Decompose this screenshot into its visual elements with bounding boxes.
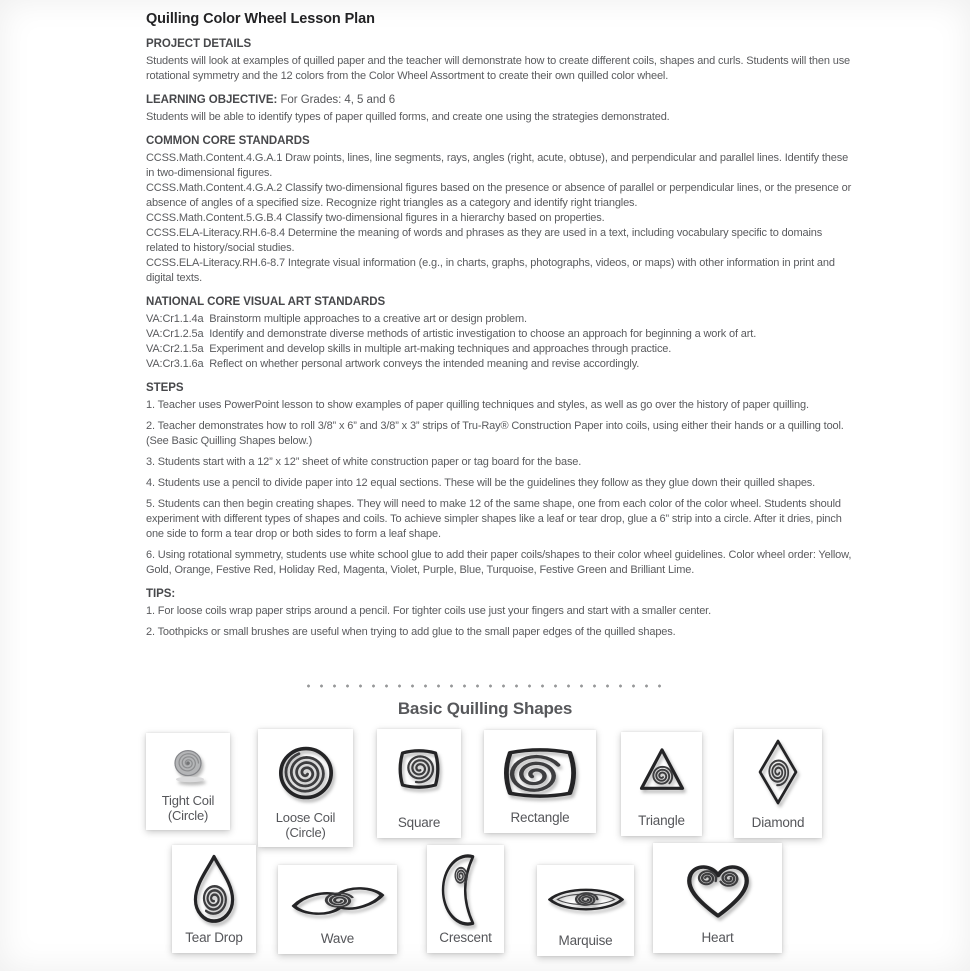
section-tips: [146, 586, 852, 640]
triangle-image: [630, 740, 694, 802]
shape-label: Wave: [320, 931, 355, 946]
steps-heading: STEPS: [146, 382, 184, 394]
tip-item: 2. Toothpicks or small brushes are useful when trying to add glue to the small paper edges of the quilled shapes.: [146, 626, 676, 638]
learning-objective-body: Students will be able to identify types of paper quilled forms, and create one using the strategies demonstrated.: [146, 111, 670, 123]
shape-label: Heart: [701, 930, 734, 945]
visual-art-item: VA:Cr3.1.6a Reflect on whether personal artwork conveys the intended meaning and revise accordingly.: [146, 358, 640, 370]
marquise-image: [544, 873, 628, 925]
shape-card-loose-coil: [258, 729, 353, 847]
tip-item: 1. For loose coils wrap paper strips around a pencil. For tighter coils use just your fingers and start with a smaller center.: [146, 605, 711, 617]
shape-card-square: [377, 729, 461, 838]
project-details-body: Students will look at examples of quilled paper and the teacher will demonstrate how to create different coils, shapes and curls. Students will then use rotational symmetry and the 12 colors from the Color Wheel Assortment to create their own quilled color wheel.: [146, 55, 851, 82]
common-core-item: CCSS.Math.Content.5.G.B.4 Classify two-dimensional figures in a hierarchy based on properties.: [146, 212, 605, 224]
visual-art-heading: NATIONAL CORE VISUAL ART STANDARDS: [146, 296, 386, 308]
shapes-section-heading: Basic Quilling Shapes: [397, 699, 573, 718]
shape-label: Loose Coil (Circle): [275, 810, 336, 840]
shape-label: Marquise: [558, 933, 613, 948]
shape-label: Crescent: [439, 930, 492, 945]
heart-image: [675, 851, 761, 923]
visual-art-item: VA:Cr1.1.4a Brainstorm multiple approaches to a creative art or design problem.: [146, 313, 527, 325]
wave-image: [288, 873, 388, 927]
shape-card-triangle: [621, 732, 702, 836]
step-item: 1. Teacher uses PowerPoint lesson to show examples of paper quilling techniques and styles, as well as go over the history of paper quilling.: [146, 399, 809, 411]
visual-art-item: VA:Cr1.2.5a Identify and demonstrate diverse methods of artistic investigation to choose an approach for beginning a work of art.: [146, 328, 757, 340]
shape-card-wave: [278, 865, 397, 954]
shape-card-diamond: [734, 729, 822, 838]
page-title: Quilling Color Wheel Lesson Plan: [146, 11, 375, 27]
shape-label: Triangle: [638, 813, 685, 828]
section-project-details: [146, 36, 852, 84]
common-core-item: CCSS.Math.Content.4.G.A.2 Classify two-dimensional figures based on the presence or absence of parallel or perpendicular lines, or the presence or absence of angles of a specified size. Recognize right triangles as a category and identify right triangles.: [146, 182, 852, 209]
rectangle-image: [492, 738, 588, 808]
shape-card-tight-coil: [146, 733, 230, 830]
step-item: 4. Students use a pencil to divide paper into 12 equal sections. These will be the guidelines they follow as they glue down their quilled shapes.: [146, 477, 816, 489]
section-visual-art-standards: [146, 294, 852, 372]
crescent-image: [439, 853, 493, 927]
step-item: 6. Using rotational symmetry, students use white school glue to add their paper coils/shapes to their color wheel guidelines. Color wheel order: Yellow, Gold, Orange, Festive Red, Holiday Red, Magenta, Violet, Purple, Blue, Turquoise, Festive Green and Brilliant Lime.: [146, 549, 852, 576]
shape-card-rectangle: [484, 730, 596, 833]
section-steps: [146, 380, 852, 578]
step-item: 2. Teacher demonstrates how to roll 3/8” x 6” and 3/8” x 3” strips of Tru-Ray® Construction Paper into coils, using either their hands or a quilling tool. (See Basic Quilling Shapes below.): [146, 420, 844, 447]
common-core-item: CCSS.ELA-Literacy.RH.6-8.7 Integrate visual information (e.g., in charts, graphs, photographs, videos, or maps) with other information in print and digital texts.: [146, 257, 835, 284]
tips-heading: TIPS:: [146, 588, 176, 600]
section-common-core: [146, 133, 852, 286]
shape-card-crescent: [427, 845, 504, 953]
tight-coil-image: [163, 741, 213, 789]
common-core-item: CCSS.ELA-Literacy.RH.6-8.4 Determine the meaning of words and phrases as they are used in a text, including vocabulary specific to domains related to history/social studies.: [146, 227, 823, 254]
common-core-item: CCSS.Math.Content.4.G.A.1 Draw points, lines, line segments, rays, angles (right, acute, obtuse), and perpendicular and parallel lines. Identify these in two-dimensional figures.: [146, 152, 849, 179]
common-core-heading: COMMON CORE STANDARDS: [146, 135, 310, 147]
loose-coil-image: [269, 737, 343, 809]
step-item: 5. Students can then begin creating shapes. They will need to make 12 of the same shape, one from each color of the color wheel. Students should experiment with different types of shapes and coils. To achieve simpler shapes like a leaf or tear drop, glue a 6” strip into a circle. After it dries, pinch one side to form a tear drop or both sides to form a leaf shape.: [146, 498, 842, 540]
section-learning-objective: [146, 92, 852, 125]
tear-drop-image: [182, 853, 246, 927]
shape-label: Tight Coil (Circle): [161, 793, 215, 823]
visual-art-item: VA:Cr2.1.5a Experiment and develop skills in multiple art-making techniques and approaches through practice.: [146, 343, 672, 355]
learning-objective-grades: For Grades: 4, 5 and 6: [277, 94, 396, 106]
shape-card-tear-drop: [172, 845, 256, 953]
dotted-divider: [302, 684, 668, 688]
learning-objective-heading: [146, 92, 852, 108]
lesson-plan-text: [146, 10, 852, 648]
square-image: [386, 737, 452, 801]
shape-card-heart: [653, 843, 782, 953]
learning-objective-heading-label: LEARNING OBJECTIVE:: [146, 94, 278, 106]
shape-label: Tear Drop: [185, 930, 243, 945]
diamond-image: [749, 737, 807, 807]
shape-label: Square: [397, 815, 441, 830]
shape-label: Diamond: [751, 815, 805, 830]
shape-label: Rectangle: [510, 810, 570, 825]
step-item: 3. Students start with a 12” x 12” sheet of white construction paper or tag board for the base.: [146, 456, 582, 468]
project-details-heading: PROJECT DETAILS: [146, 38, 252, 50]
shape-card-marquise: [537, 865, 634, 956]
